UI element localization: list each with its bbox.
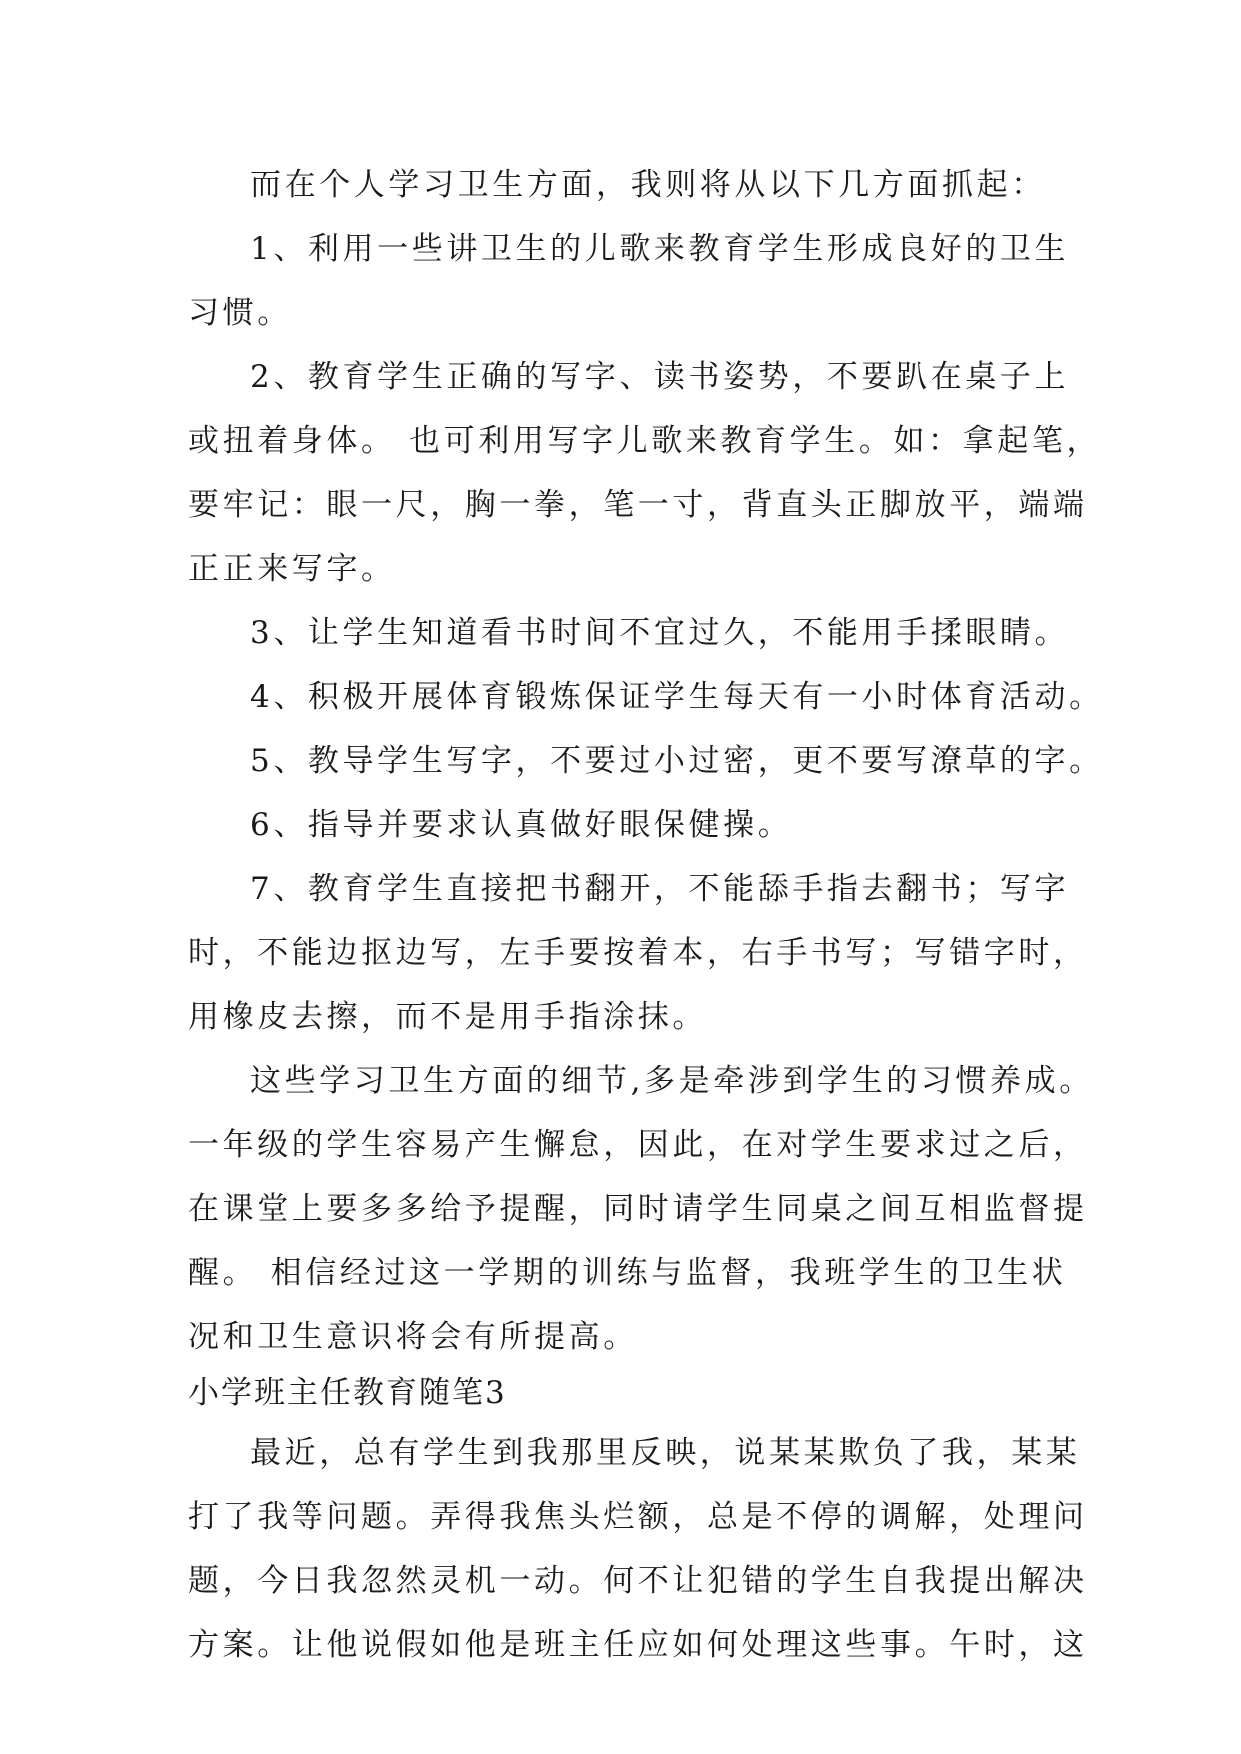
paragraph-line: 最近，总有学生到我那里反映，说某某欺负了我，某某: [250, 1435, 1081, 1471]
paragraph-line: 题，今日我忽然灵机一动。何不让犯错的学生自我提出解决: [188, 1563, 1088, 1599]
paragraph-line: 打了我等问题。弄得我焦头烂额，总是不停的调解，处理问: [188, 1499, 1088, 1535]
list-item-2: 2、教育学生正确的写字、读书姿势，不要趴在桌子上: [250, 359, 1070, 395]
paragraph-line: 方案。让他说假如他是班主任应如何处理这些事。午时，这: [188, 1627, 1088, 1663]
list-item-2-cont: 要牢记：眼一尺，胸一拳，笔一寸，背直头正脚放平，端端: [188, 487, 1088, 523]
paragraph-line: 在课堂上要多多给予提醒，同时请学生同桌之间互相监督提: [188, 1191, 1088, 1227]
paragraph-line: 况和卫生意识将会有所提高。: [188, 1319, 638, 1355]
list-item-2-cont: 正正来写字。: [188, 551, 396, 587]
list-item-1: 1、利用一些讲卫生的儿歌来教育学生形成良好的卫生: [250, 231, 1070, 267]
list-item-1-cont: 习惯。: [188, 295, 292, 331]
list-item-7-cont: 用橡皮去擦，而不是用手指涂抹。: [188, 999, 707, 1035]
list-item-7-cont: 时，不能边抠边写，左手要按着本，右手书写；写错字时，: [188, 935, 1088, 971]
list-item-3: 3、让学生知道看书时间不宜过久，不能用手揉眼睛。: [250, 615, 1070, 651]
paragraph-line: 醒。 相信经过这一学期的训练与监督，我班学生的卫生状: [188, 1255, 1067, 1291]
section-heading: 小学班主任教育随笔3: [188, 1375, 507, 1411]
list-item-7: 7、教育学生直接把书翻开，不能舔手指去翻书；写字: [250, 871, 1070, 907]
paragraph-line: 而在个人学习卫生方面，我则将从以下几方面抓起：: [250, 167, 1046, 203]
paragraph-line: 一年级的学生容易产生懈怠，因此，在对学生要求过之后，: [188, 1127, 1088, 1163]
list-item-6: 6、指导并要求认真做好眼保健操。: [250, 807, 793, 843]
list-item-2-cont: 或扭着身体。 也可利用写字儿歌来教育学生。如：拿起笔，: [188, 423, 1102, 459]
list-item-4: 4、积极开展体育锻炼保证学生每天有一小时体育活动。: [250, 679, 1104, 715]
list-item-5: 5、教导学生写字，不要过小过密，更不要写潦草的字。: [250, 743, 1104, 779]
paragraph-line: 这些学习卫生方面的细节,多是牵涉到学生的习惯养成。: [250, 1063, 1094, 1099]
